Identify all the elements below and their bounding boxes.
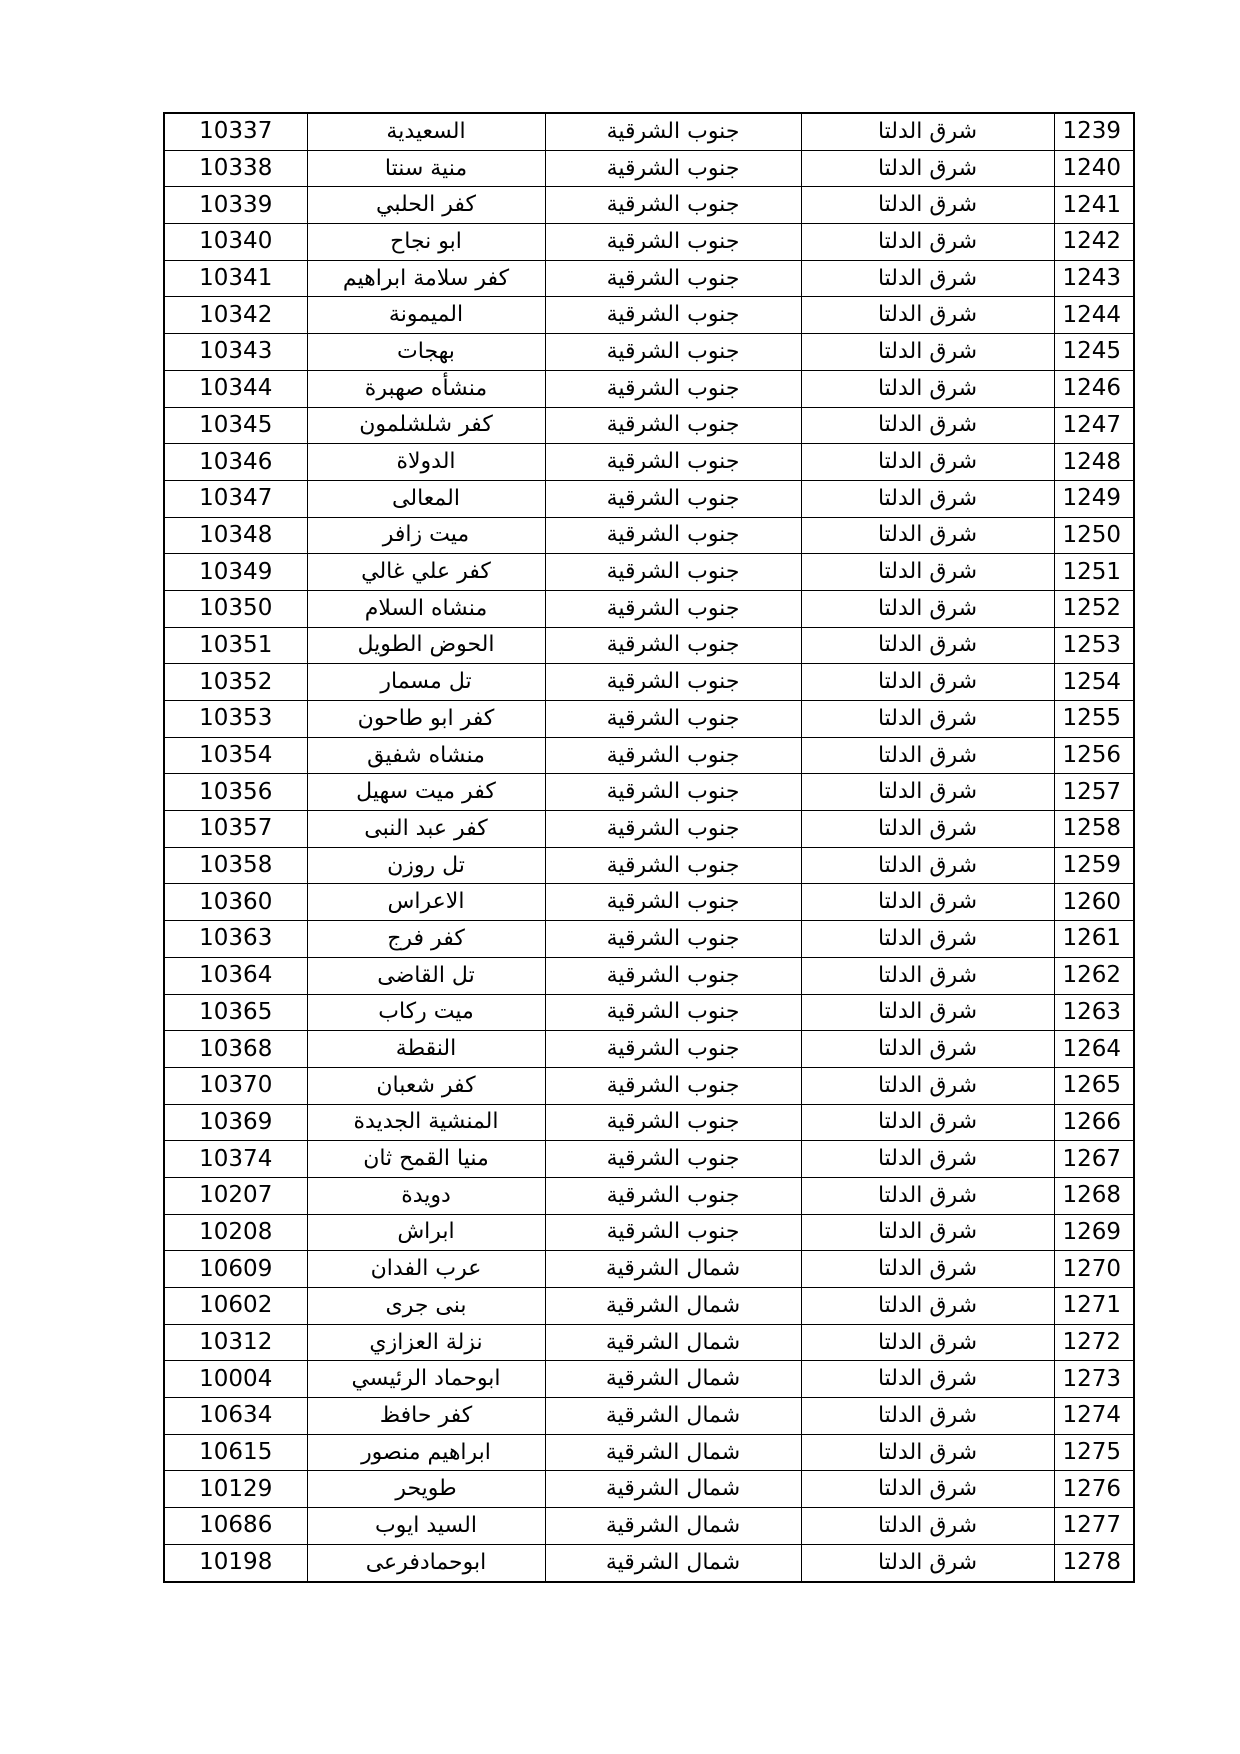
code-cell: 10609	[164, 1251, 307, 1288]
code-cell: 10368	[164, 1031, 307, 1068]
region-cell: شرق الدلتا	[801, 811, 1054, 848]
village-name-cell: السيد ايوب	[307, 1508, 545, 1545]
row-number-cell: 1256	[1054, 737, 1134, 774]
code-cell: 10686	[164, 1508, 307, 1545]
region-cell: شرق الدلتا	[801, 1104, 1054, 1141]
row-number-cell: 1254	[1054, 664, 1134, 701]
row-number-cell: 1246	[1054, 370, 1134, 407]
table-row	[164, 1434, 1134, 1471]
area-cell: جنوب الشرقية	[545, 590, 801, 627]
table-row	[164, 224, 1134, 261]
region-cell: شرق الدلتا	[801, 1398, 1054, 1435]
region-cell: شرق الدلتا	[801, 847, 1054, 884]
code-cell: 10004	[164, 1361, 307, 1398]
code-cell: 10363	[164, 921, 307, 958]
row-number-cell: 1265	[1054, 1067, 1134, 1104]
row-number-cell: 1255	[1054, 701, 1134, 738]
table-row	[164, 370, 1134, 407]
table-row	[164, 994, 1134, 1031]
region-cell: شرق الدلتا	[801, 921, 1054, 958]
region-cell: شرق الدلتا	[801, 701, 1054, 738]
table-row	[164, 1398, 1134, 1435]
region-cell: شرق الدلتا	[801, 517, 1054, 554]
area-cell: جنوب الشرقية	[545, 187, 801, 224]
village-name-cell: الحوض الطويل	[307, 627, 545, 664]
village-name-cell: دويدة	[307, 1177, 545, 1214]
region-cell: شرق الدلتا	[801, 774, 1054, 811]
code-cell: 10340	[164, 224, 307, 261]
village-name-cell: عرب الفدان	[307, 1251, 545, 1288]
row-number-cell: 1262	[1054, 957, 1134, 994]
table-row	[164, 1031, 1134, 1068]
table-row	[164, 774, 1134, 811]
code-cell: 10357	[164, 811, 307, 848]
area-cell: شمال الشرقية	[545, 1288, 801, 1325]
village-name-cell: بهجات	[307, 334, 545, 371]
area-cell: جنوب الشرقية	[545, 737, 801, 774]
village-name-cell: كفر علي غالي	[307, 554, 545, 591]
region-cell: شرق الدلتا	[801, 1471, 1054, 1508]
village-name-cell: ميت ركاب	[307, 994, 545, 1031]
village-name-cell: طويحر	[307, 1471, 545, 1508]
row-number-cell: 1253	[1054, 627, 1134, 664]
table-row	[164, 1288, 1134, 1325]
table-row	[164, 444, 1134, 481]
village-name-cell: تل مسمار	[307, 664, 545, 701]
row-number-cell: 1261	[1054, 921, 1134, 958]
area-cell: جنوب الشرقية	[545, 627, 801, 664]
code-cell: 10369	[164, 1104, 307, 1141]
table-row	[164, 1544, 1134, 1581]
code-cell: 10338	[164, 150, 307, 187]
village-name-cell: الاعراس	[307, 884, 545, 921]
region-cell: شرق الدلتا	[801, 297, 1054, 334]
code-cell: 10312	[164, 1324, 307, 1361]
row-number-cell: 1275	[1054, 1434, 1134, 1471]
table-row	[164, 517, 1134, 554]
region-cell: شرق الدلتا	[801, 1031, 1054, 1068]
area-cell: جنوب الشرقية	[545, 224, 801, 261]
region-cell: شرق الدلتا	[801, 224, 1054, 261]
row-number-cell: 1244	[1054, 297, 1134, 334]
row-number-cell: 1245	[1054, 334, 1134, 371]
region-cell: شرق الدلتا	[801, 1361, 1054, 1398]
region-cell: شرق الدلتا	[801, 1544, 1054, 1581]
code-cell: 10347	[164, 480, 307, 517]
region-cell: شرق الدلتا	[801, 1251, 1054, 1288]
area-cell: جنوب الشرقية	[545, 994, 801, 1031]
region-cell: شرق الدلتا	[801, 590, 1054, 627]
row-number-cell: 1239	[1054, 113, 1134, 150]
area-cell: جنوب الشرقية	[545, 370, 801, 407]
table-row	[164, 1251, 1134, 1288]
village-name-cell: كفر ابو طاحون	[307, 701, 545, 738]
region-cell: شرق الدلتا	[801, 1324, 1054, 1361]
region-cell: شرق الدلتا	[801, 334, 1054, 371]
region-cell: شرق الدلتا	[801, 1067, 1054, 1104]
village-name-cell: ابراش	[307, 1214, 545, 1251]
row-number-cell: 1274	[1054, 1398, 1134, 1435]
village-name-cell: ابراهيم منصور	[307, 1434, 545, 1471]
area-cell: شمال الشرقية	[545, 1508, 801, 1545]
region-cell: شرق الدلتا	[801, 150, 1054, 187]
row-number-cell: 1277	[1054, 1508, 1134, 1545]
village-name-cell: الميمونة	[307, 297, 545, 334]
code-cell: 10364	[164, 957, 307, 994]
village-name-cell: منشاه السلام	[307, 590, 545, 627]
row-number-cell: 1266	[1054, 1104, 1134, 1141]
area-cell: جنوب الشرقية	[545, 1104, 801, 1141]
table-row	[164, 957, 1134, 994]
row-number-cell: 1264	[1054, 1031, 1134, 1068]
row-number-cell: 1259	[1054, 847, 1134, 884]
area-cell: شمال الشرقية	[545, 1361, 801, 1398]
code-cell: 10348	[164, 517, 307, 554]
village-name-cell: بنى جرى	[307, 1288, 545, 1325]
code-cell: 10350	[164, 590, 307, 627]
table-row	[164, 554, 1134, 591]
table-row	[164, 701, 1134, 738]
area-cell: جنوب الشرقية	[545, 517, 801, 554]
row-number-cell: 1276	[1054, 1471, 1134, 1508]
table-row	[164, 1104, 1134, 1141]
code-cell: 10602	[164, 1288, 307, 1325]
table-row	[164, 1141, 1134, 1178]
table-row	[164, 1214, 1134, 1251]
area-cell: جنوب الشرقية	[545, 884, 801, 921]
area-cell: جنوب الشرقية	[545, 444, 801, 481]
village-name-cell: ميت زافر	[307, 517, 545, 554]
area-cell: جنوب الشرقية	[545, 957, 801, 994]
row-number-cell: 1272	[1054, 1324, 1134, 1361]
village-name-cell: المنشية الجديدة	[307, 1104, 545, 1141]
area-cell: شمال الشرقية	[545, 1434, 801, 1471]
code-cell: 10349	[164, 554, 307, 591]
area-cell: جنوب الشرقية	[545, 260, 801, 297]
table-row	[164, 260, 1134, 297]
table-row	[164, 1177, 1134, 1214]
area-cell: جنوب الشرقية	[545, 150, 801, 187]
code-cell: 10351	[164, 627, 307, 664]
row-number-cell: 1270	[1054, 1251, 1134, 1288]
area-cell: جنوب الشرقية	[545, 407, 801, 444]
area-cell: جنوب الشرقية	[545, 1177, 801, 1214]
village-name-cell: السعيدية	[307, 113, 545, 150]
row-number-cell: 1257	[1054, 774, 1134, 811]
region-cell: شرق الدلتا	[801, 480, 1054, 517]
table-row	[164, 627, 1134, 664]
village-name-cell: ابوحمادفرعى	[307, 1544, 545, 1581]
table-row	[164, 1508, 1134, 1545]
village-name-cell: نزلة العزازي	[307, 1324, 545, 1361]
village-name-cell: منيا القمح ثان	[307, 1141, 545, 1178]
code-cell: 10615	[164, 1434, 307, 1471]
table-row	[164, 150, 1134, 187]
row-number-cell: 1248	[1054, 444, 1134, 481]
area-cell: جنوب الشرقية	[545, 480, 801, 517]
region-cell: شرق الدلتا	[801, 554, 1054, 591]
code-cell: 10634	[164, 1398, 307, 1435]
region-cell: شرق الدلتا	[801, 260, 1054, 297]
region-cell: شرق الدلتا	[801, 444, 1054, 481]
table-row	[164, 187, 1134, 224]
code-cell: 10374	[164, 1141, 307, 1178]
row-number-cell: 1267	[1054, 1141, 1134, 1178]
village-name-cell: منية سنتا	[307, 150, 545, 187]
region-cell: شرق الدلتا	[801, 737, 1054, 774]
area-cell: جنوب الشرقية	[545, 297, 801, 334]
region-cell: شرق الدلتا	[801, 1177, 1054, 1214]
code-cell: 10339	[164, 187, 307, 224]
region-cell: شرق الدلتا	[801, 957, 1054, 994]
row-number-cell: 1268	[1054, 1177, 1134, 1214]
area-cell: جنوب الشرقية	[545, 1214, 801, 1251]
region-cell: شرق الدلتا	[801, 994, 1054, 1031]
table-row	[164, 1324, 1134, 1361]
table-row	[164, 737, 1134, 774]
region-cell: شرق الدلتا	[801, 1434, 1054, 1471]
region-cell: شرق الدلتا	[801, 1214, 1054, 1251]
region-cell: شرق الدلتا	[801, 1508, 1054, 1545]
row-number-cell: 1247	[1054, 407, 1134, 444]
village-name-cell: تل القاضى	[307, 957, 545, 994]
row-number-cell: 1242	[1054, 224, 1134, 261]
code-cell: 10129	[164, 1471, 307, 1508]
code-cell: 10358	[164, 847, 307, 884]
area-cell: جنوب الشرقية	[545, 701, 801, 738]
code-cell: 10356	[164, 774, 307, 811]
row-number-cell: 1249	[1054, 480, 1134, 517]
village-name-cell: كفر سلامة ابراهيم	[307, 260, 545, 297]
code-cell: 10343	[164, 334, 307, 371]
branch-table	[163, 112, 1135, 1583]
code-cell: 10370	[164, 1067, 307, 1104]
code-cell: 10345	[164, 407, 307, 444]
code-cell: 10346	[164, 444, 307, 481]
area-cell: جنوب الشرقية	[545, 774, 801, 811]
row-number-cell: 1260	[1054, 884, 1134, 921]
area-cell: جنوب الشرقية	[545, 921, 801, 958]
table-row	[164, 113, 1134, 150]
table-row	[164, 884, 1134, 921]
code-cell: 10365	[164, 994, 307, 1031]
table-row	[164, 921, 1134, 958]
area-cell: جنوب الشرقية	[545, 1067, 801, 1104]
region-cell: شرق الدلتا	[801, 1288, 1054, 1325]
row-number-cell: 1269	[1054, 1214, 1134, 1251]
row-number-cell: 1250	[1054, 517, 1134, 554]
row-number-cell: 1258	[1054, 811, 1134, 848]
area-cell: شمال الشرقية	[545, 1544, 801, 1581]
area-cell: شمال الشرقية	[545, 1398, 801, 1435]
area-cell: جنوب الشرقية	[545, 847, 801, 884]
table-row	[164, 1067, 1134, 1104]
village-name-cell: الدولاة	[307, 444, 545, 481]
village-name-cell: كفر ميت سهيل	[307, 774, 545, 811]
area-cell: جنوب الشرقية	[545, 554, 801, 591]
village-name-cell: ابوحماد الرئيسي	[307, 1361, 545, 1398]
code-cell: 10344	[164, 370, 307, 407]
code-cell: 10360	[164, 884, 307, 921]
village-name-cell: النقطة	[307, 1031, 545, 1068]
table-row	[164, 1471, 1134, 1508]
region-cell: شرق الدلتا	[801, 113, 1054, 150]
row-number-cell: 1273	[1054, 1361, 1134, 1398]
row-number-cell: 1241	[1054, 187, 1134, 224]
table-row	[164, 811, 1134, 848]
area-cell: جنوب الشرقية	[545, 811, 801, 848]
table-row	[164, 407, 1134, 444]
area-cell: شمال الشرقية	[545, 1471, 801, 1508]
code-cell: 10353	[164, 701, 307, 738]
code-cell: 10208	[164, 1214, 307, 1251]
village-name-cell: كفر شلشلمون	[307, 407, 545, 444]
region-cell: شرق الدلتا	[801, 370, 1054, 407]
code-cell: 10342	[164, 297, 307, 334]
village-name-cell: كفر فرج	[307, 921, 545, 958]
village-name-cell: المعالى	[307, 480, 545, 517]
village-name-cell: كفر الحلبي	[307, 187, 545, 224]
code-cell: 10352	[164, 664, 307, 701]
area-cell: جنوب الشرقية	[545, 113, 801, 150]
village-name-cell: ابو نجاح	[307, 224, 545, 261]
village-name-cell: كفر شعبان	[307, 1067, 545, 1104]
area-cell: جنوب الشرقية	[545, 1031, 801, 1068]
region-cell: شرق الدلتا	[801, 664, 1054, 701]
table-row	[164, 297, 1134, 334]
code-cell: 10341	[164, 260, 307, 297]
row-number-cell: 1271	[1054, 1288, 1134, 1325]
table-row	[164, 847, 1134, 884]
region-cell: شرق الدلتا	[801, 1141, 1054, 1178]
table-row	[164, 334, 1134, 371]
area-cell: جنوب الشرقية	[545, 664, 801, 701]
region-cell: شرق الدلتا	[801, 407, 1054, 444]
village-name-cell: كفر عبد النبى	[307, 811, 545, 848]
area-cell: شمال الشرقية	[545, 1251, 801, 1288]
village-name-cell: منشاه شفيق	[307, 737, 545, 774]
row-number-cell: 1263	[1054, 994, 1134, 1031]
table-row	[164, 590, 1134, 627]
area-cell: شمال الشرقية	[545, 1324, 801, 1361]
village-name-cell: تل روزن	[307, 847, 545, 884]
region-cell: شرق الدلتا	[801, 187, 1054, 224]
code-cell: 10207	[164, 1177, 307, 1214]
code-cell: 10337	[164, 113, 307, 150]
region-cell: شرق الدلتا	[801, 884, 1054, 921]
table-row	[164, 664, 1134, 701]
code-cell: 10198	[164, 1544, 307, 1581]
village-name-cell: كفر حافظ	[307, 1398, 545, 1435]
area-cell: جنوب الشرقية	[545, 334, 801, 371]
row-number-cell: 1243	[1054, 260, 1134, 297]
area-cell: جنوب الشرقية	[545, 1141, 801, 1178]
code-cell: 10354	[164, 737, 307, 774]
village-name-cell: منشأه صهبرة	[307, 370, 545, 407]
row-number-cell: 1240	[1054, 150, 1134, 187]
table-body	[164, 113, 1134, 1582]
table-row	[164, 480, 1134, 517]
region-cell: شرق الدلتا	[801, 627, 1054, 664]
table-row	[164, 1361, 1134, 1398]
row-number-cell: 1278	[1054, 1544, 1134, 1581]
row-number-cell: 1252	[1054, 590, 1134, 627]
row-number-cell: 1251	[1054, 554, 1134, 591]
